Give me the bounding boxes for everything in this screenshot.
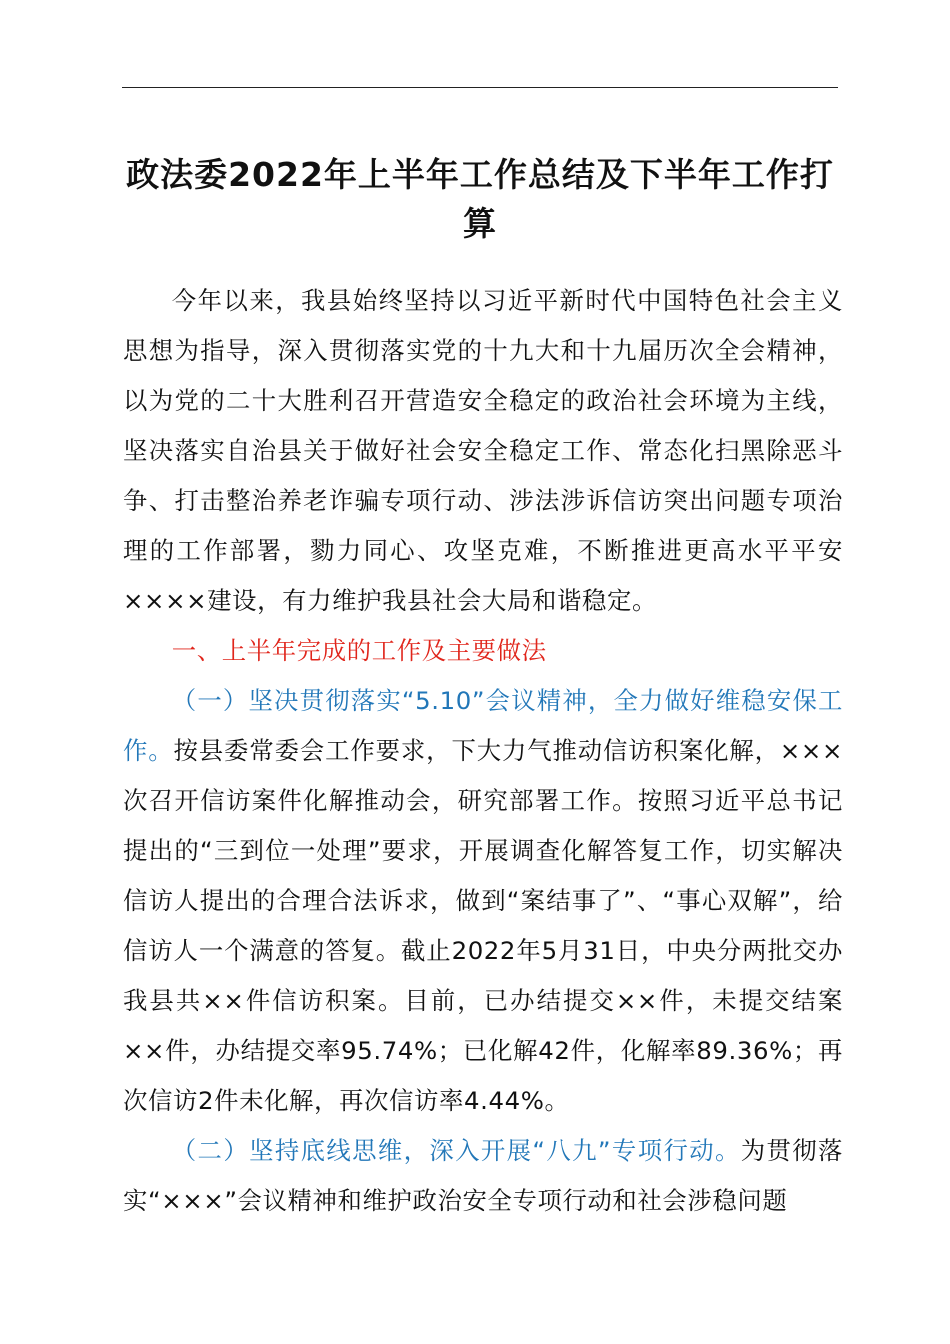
document-title: 政法委2022年上半年工作总结及下半年工作打算 (126, 155, 834, 243)
section-heading-1: 一、上半年完成的工作及主要做法 (171, 636, 547, 665)
intro-paragraph: 今年以来，我县始终坚持以习近平新时代中国特色社会主义思想为指导，深入贯彻落实党的十九大和十九届历次全会精神，以为党的二十大胜利召开营造安全稳定的政治社会环境为主线，坚决落实自治县关于做好社会安全稳定工作、常态化扫黑除恶斗争、打击整治养老诈骗专项行动、涉法涉诉信访突出问题专项治理的工作部署，勠力同心、攻坚克难，不断推进更高水平平安××××建设，有力维护我县社会大局和谐稳定。 (123, 286, 843, 615)
subsection-paragraph-1 (123, 676, 843, 1126)
subsection-heading-2: （二）坚持底线思维，深入开展“八九”专项行动。 (171, 1136, 741, 1165)
document-body (123, 276, 843, 1226)
header-rule (122, 87, 838, 88)
subsection-body-1: 按县委常委会工作要求，下大力气推动信访积案化解，×××次召开信访案件化解推动会，研究部署工作。按照习近平总书记提出的“三到位一处理”要求，开展调查化解答复工作，切实解决信访人提出的合理合法诉求，做到“案结事了”、“事心双解”，给信访人一个满意的答复。截止2022年5月31日，中央分两批交办我县共××件信访积案。目前，已办结提交××件，未提交结案××件，办结提交率95.74%；已化解42件，化解率89.36%；再次信访2件未化解，再次信访率4.44%。 (123, 736, 843, 1115)
subsection-heading-1: （一）坚决贯彻落实“5.10”会议精神，全力做好维稳安保工作。 (123, 686, 843, 765)
subsection-paragraph-2 (123, 1126, 843, 1226)
subsection-body-2: 为贯彻落实“×××”会议精神和维护政治安全专项行动和社会涉稳问题 (123, 1136, 843, 1215)
